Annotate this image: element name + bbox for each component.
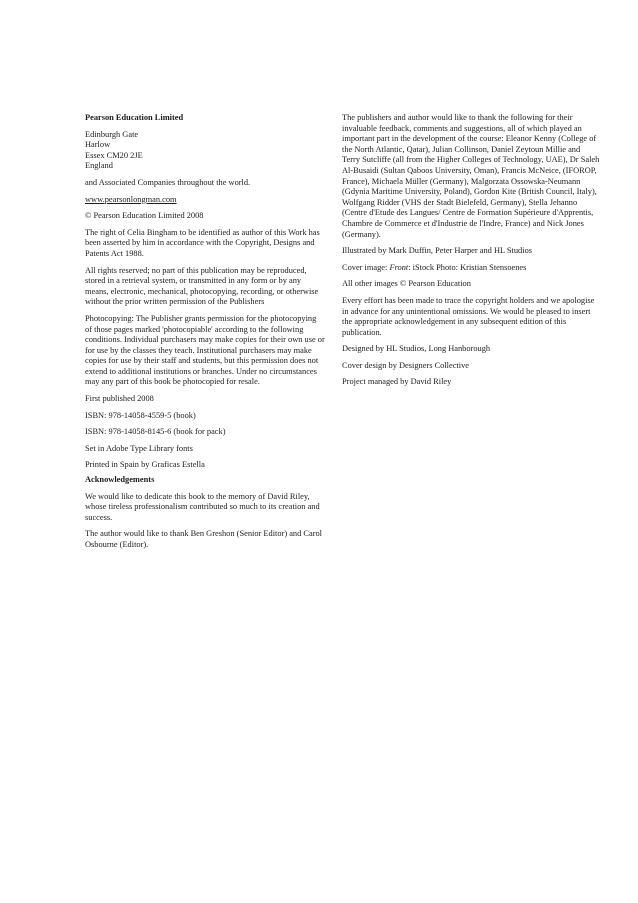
website-link[interactable]: www.pearsonlongman.com (85, 194, 177, 204)
cover-image-prefix: Cover image: (342, 262, 390, 272)
printer-info: Printed in Spain by Graficas Estella (85, 460, 205, 470)
other-images-credit: All other images © Pearson Education (342, 279, 471, 289)
associated-companies: and Associated Companies throughout the world. (85, 177, 251, 187)
dedication: We would like to dedicate this book to the memory of David Riley, whose tireless professionalism contributed so much to its creation and success. (85, 491, 320, 522)
publisher-address: Edinburgh Gate Harlow Essex CM20 2JE England (85, 129, 143, 171)
cover-design-credit: Cover design by Designers Collective (342, 360, 469, 370)
author-thanks: The author would like to thank Ben Greshon (Senior Editor) and Carol Osbourne (Editor). (85, 529, 323, 549)
isbn-pack: ISBN: 978-14058-8145-6 (book for pack) (85, 427, 226, 437)
copyright-effort-statement: Every effort has been made to trace the copyright holders and we apologise in advance for any unintentional omissions. We would be pleased to insert the appropriate acknowledgement in any subsequent edition of this publication. (342, 295, 595, 337)
typeset-info: Set in Adobe Type Library fonts (85, 443, 193, 453)
designer-credit: Designed by HL Studios, Long Hanborough (342, 344, 491, 354)
left-column (85, 113, 325, 557)
photocopying-permission: Photocopying: The Publisher grants permission for the photocopying of those pages marked 'photocopiable' according to the following conditions. Individual purchasers may make copies for their own use or for use by the classes they teach. Institutional purchasers may make copies for use by their staff and students, but this permission does not extend to additional institutions or branches. Under no circumstances may any part of this book be photocopied for resale. (85, 313, 325, 387)
right-column (342, 113, 600, 394)
moral-rights-statement: The right of Celia Bingham to be identified as author of this Work has been asserted by him in accordance with the Copyright, Designs and Patents Act 1988. (85, 227, 320, 258)
copyright-notice: © Pearson Education Limited 2008 (85, 211, 204, 221)
illustrator-credit: Illustrated by Mark Duffin, Peter Harper and HL Studios (342, 246, 533, 256)
cover-image-credit (342, 263, 600, 274)
feedback-acknowledgement: The publishers and author would like to thank the following for their invaluable feedback, comments and suggestions, all of which played an important part in the development of the course: Eleanor Kenny (College of the North Atlantic, Qatar), Julian Collinson, Daniel Zeytoun Millie and Terry Sutcliffe (all from the Higher Colleges of Technology, UAE), Dr Saleh Al-Busaidi (Sultan Qaboos University, Oman), Francis McNeice, (IFOROP, France), Michaela Müller (Germany), Malgorzata Ossowska-Neumann (Gdynia Maritime University, Poland), Gordon Kite (British Council, Italy), Wolfgang Ridder (VHS der Stadt Bielefeld, Germany), Stella Jehanno (Centre d'Etude des Langues/ Centre de Formation Supérieure d'Apprentis, Chambre de Commerce et d'Industrie de l'Indre, France) and Nick Jones (Germany). (342, 113, 600, 239)
cover-image-source: : iStock Photo: Kristian Stensoenes (408, 262, 527, 272)
first-published: First published 2008 (85, 394, 154, 404)
project-manager-credit: Project managed by David Riley (342, 377, 452, 387)
acknowledgements-heading: Acknowledgements (85, 475, 155, 485)
isbn-book: ISBN: 978-14058-4559-5 (book) (85, 410, 196, 420)
all-rights-reserved: All rights reserved; no part of this publication may be reproduced, stored in a retrieval system, or transmitted in any form or by any means, electronic, mechanical, photocopying, recording, or otherwise without the prior written permission of the Publishers (85, 265, 319, 307)
publisher-name: Pearson Education Limited (85, 113, 184, 122)
cover-image-front: Front (389, 262, 409, 272)
